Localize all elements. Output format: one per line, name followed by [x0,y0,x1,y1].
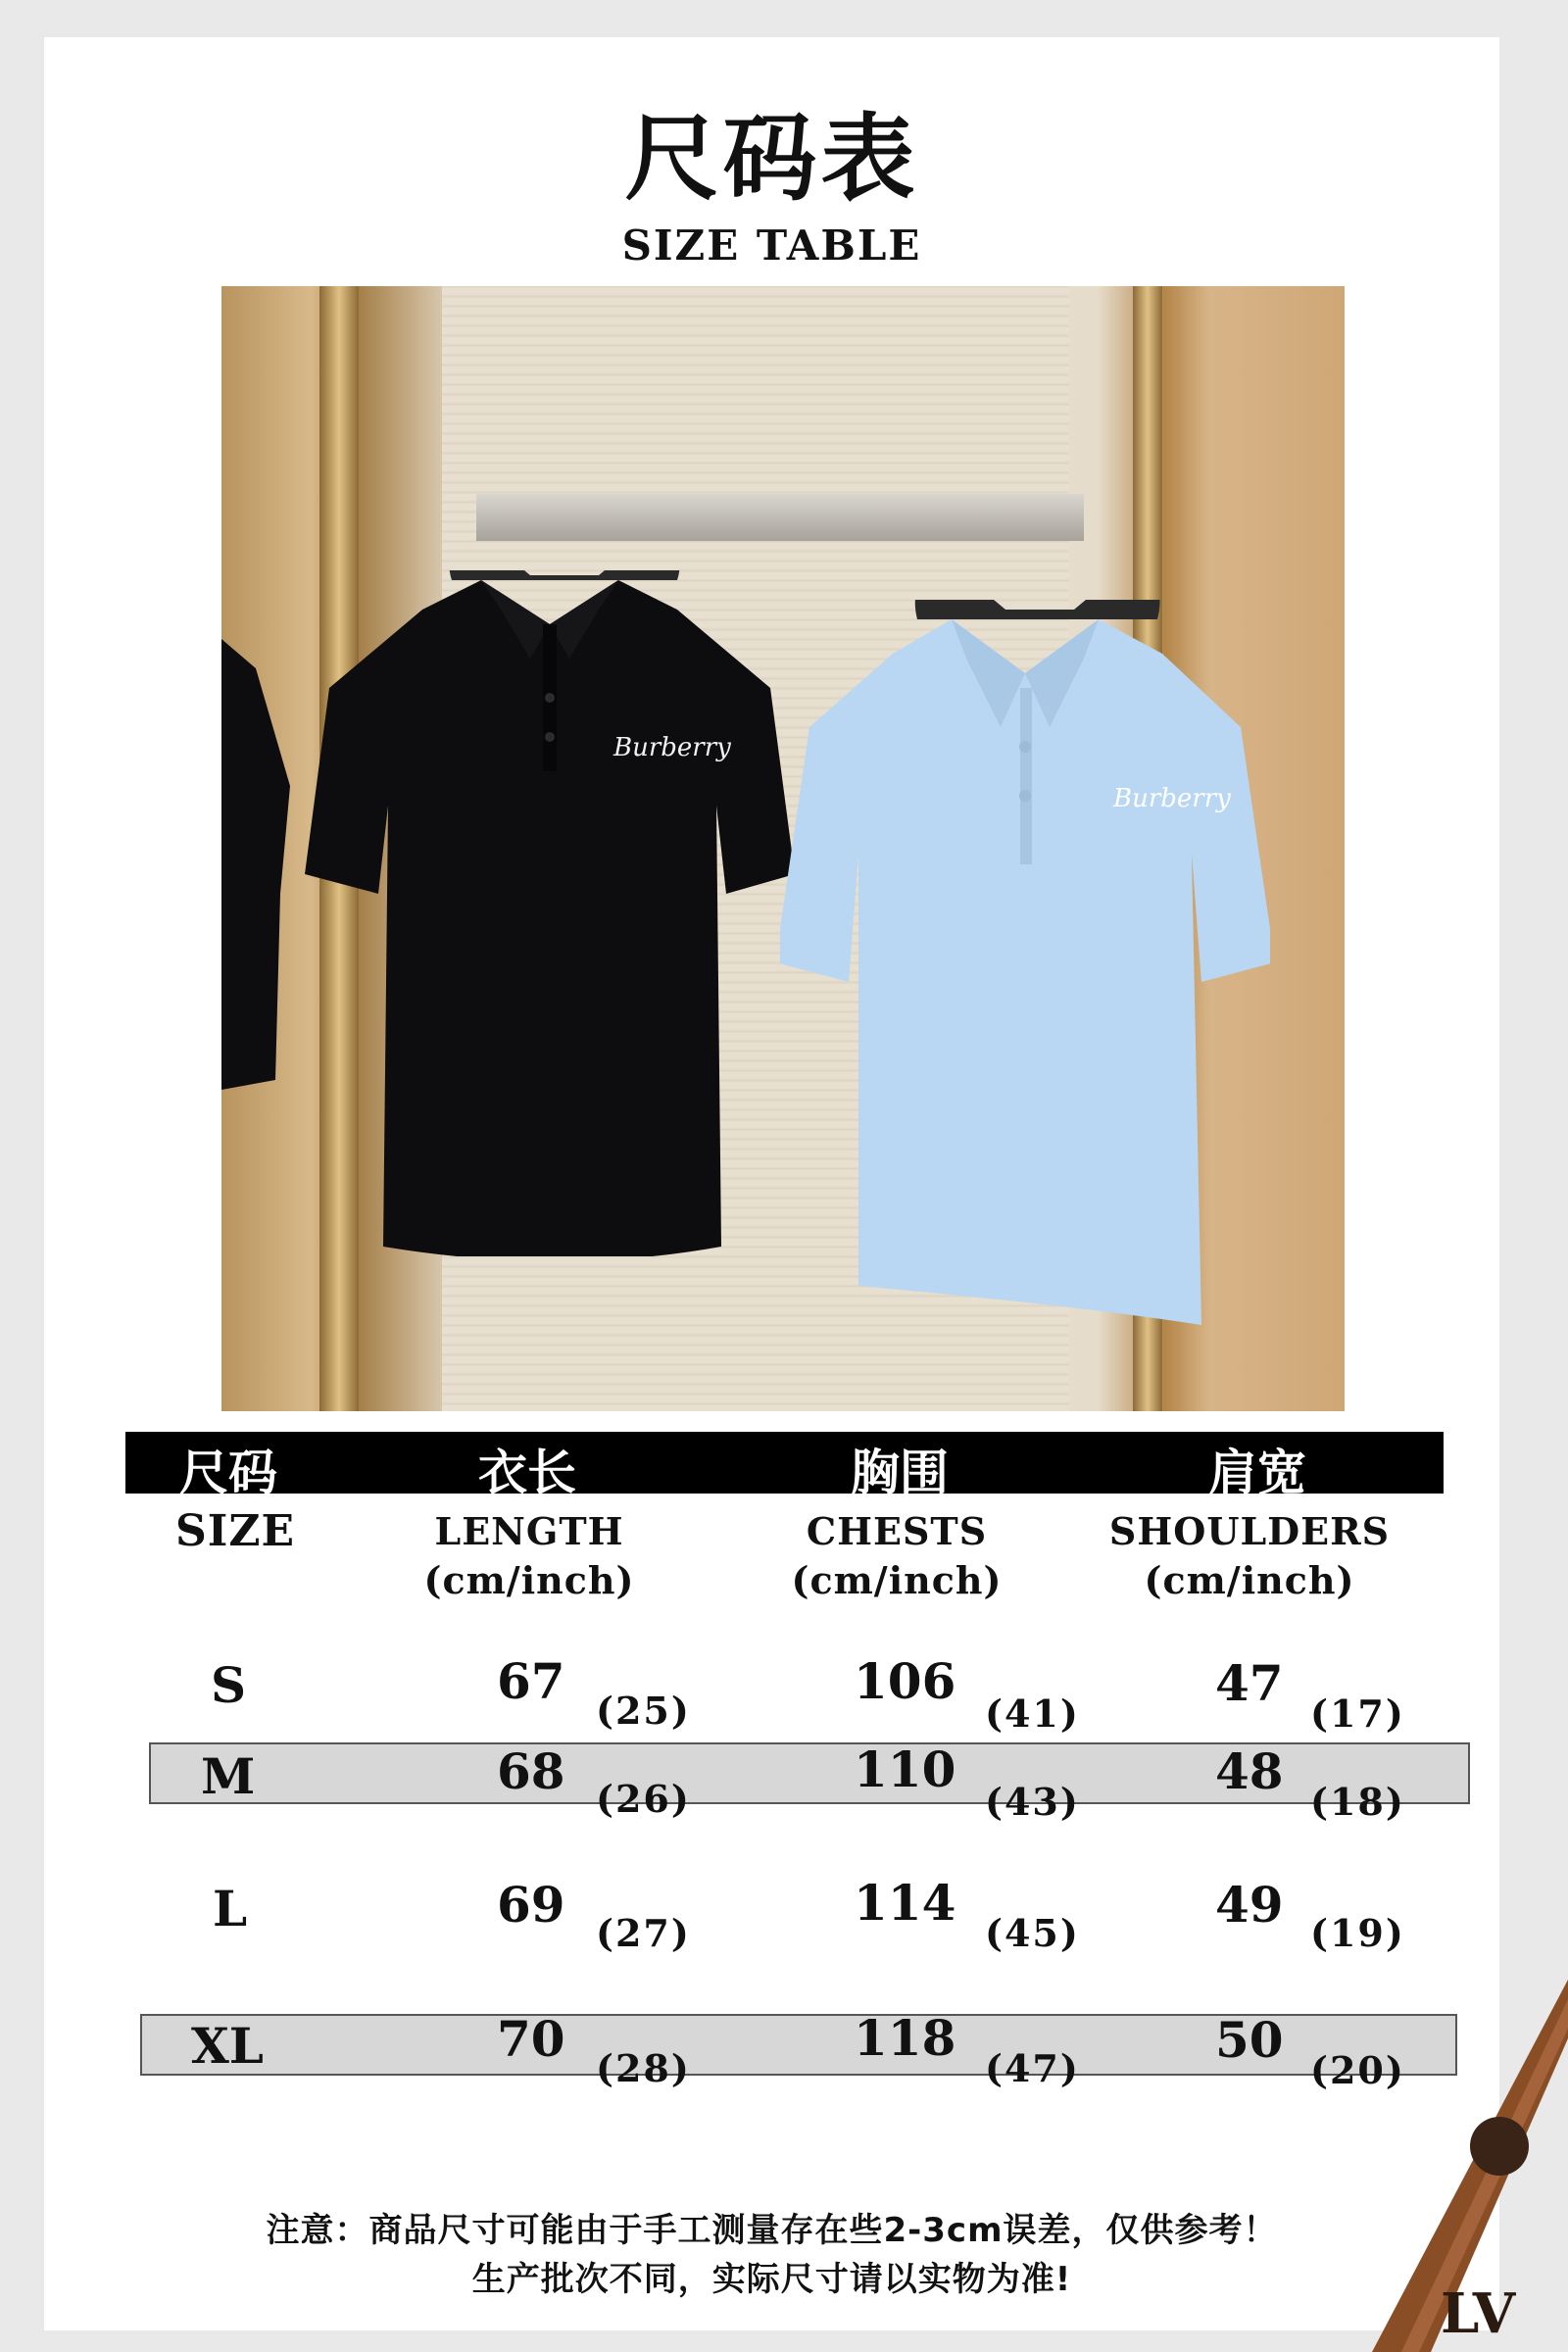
row-size-xl: XL [191,2017,264,2075]
row-s-length-inch: (25) [596,1689,691,1733]
subheader-length [407,1507,652,1605]
row-s-shoulder-inch: (17) [1310,1691,1405,1736]
row-m-shoulder-inch: (18) [1310,1780,1405,1824]
row-m-chest-inch: (43) [985,1780,1080,1824]
subheader-chest [730,1507,1063,1605]
black-shirt-logo: Burberry [613,733,731,762]
page-title-en: SIZE TABLE [621,221,922,270]
brand-ribbon-watermark [1372,1980,1568,2352]
row-xl-length: 70 [497,2010,565,2068]
header-size-cn: 尺码 [179,1445,277,1501]
row-xl-chest: 118 [854,2009,956,2067]
page-title-cn: 尺码表 [624,104,919,214]
row-s-shoulder: 47 [1215,1654,1284,1712]
product-photo [221,286,1345,1411]
note-line-1: 注意：商品尺寸可能由于手工测量存在些2-3cm误差，仅供参考！ [266,2211,1278,2250]
subheader-length-name: LENGTH [434,1509,624,1553]
subheader-shoulder-name: SHOULDERS [1108,1509,1391,1553]
subheader-length-unit: (cm/inch) [423,1558,635,1602]
subheader-size: SIZE [174,1506,295,1556]
row-size-m: M [201,1747,256,1805]
row-l-length: 69 [497,1876,565,1934]
row-size-l: L [213,1880,248,1937]
header-chest-cn: 胸围 [851,1445,949,1501]
header-shoulder-cn: 肩宽 [1208,1445,1306,1501]
row-m-shoulder: 48 [1215,1742,1284,1800]
mirror-shirt-reflection [221,639,300,1090]
subheader-chest-unit: (cm/inch) [791,1558,1003,1602]
row-s-chest-inch: (41) [985,1691,1080,1736]
watermark-monogram: LV [1441,2281,1516,2346]
row-m-length: 68 [497,1742,565,1800]
row-l-length-inch: (27) [596,1911,691,1955]
blue-shirt-logo: Burberry [1113,784,1231,813]
row-l-chest-inch: (45) [985,1911,1080,1955]
note-line-2: 生产批次不同，实际尺寸请以实物为准! [471,2260,1072,2299]
row-size-s: S [211,1656,247,1714]
row-s-length: 67 [497,1652,565,1710]
blue-polo-shirt [780,600,1270,1325]
header-length-cn: 衣长 [478,1445,576,1501]
row-xl-shoulder: 50 [1215,2011,1284,2069]
row-m-chest: 110 [854,1740,956,1798]
subheader-chest-name: CHESTS [806,1509,988,1553]
row-xl-chest-inch: (47) [985,2046,1080,2090]
row-m-length-inch: (26) [596,1777,691,1821]
hanging-rail [476,494,1084,541]
subheader-shoulder [1073,1507,1426,1605]
row-l-chest: 114 [854,1874,956,1932]
row-l-shoulder: 49 [1215,1876,1284,1934]
flower-emblem-icon [1470,2117,1529,2176]
table-header-bar [125,1432,1444,1501]
row-xl-shoulder-inch: (20) [1310,2048,1405,2092]
row-s-chest: 106 [854,1652,956,1710]
black-polo-shirt [305,570,795,1256]
subheader-shoulder-unit: (cm/inch) [1144,1558,1355,1602]
row-xl-length-inch: (28) [596,2046,691,2090]
size-chart-sheet [44,37,1499,2330]
row-l-shoulder-inch: (19) [1310,1911,1405,1955]
